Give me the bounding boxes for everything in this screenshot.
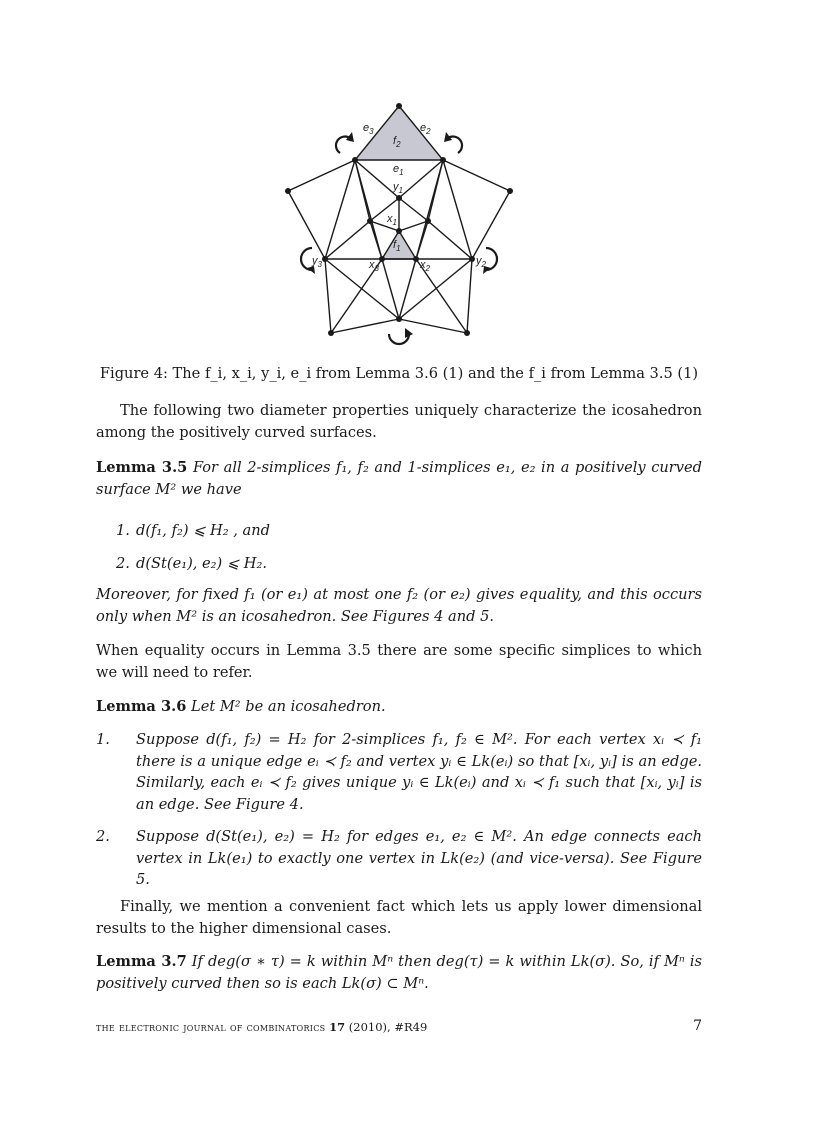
arrow-icon-left (301, 248, 312, 270)
footer-journal: the electronic journal of combinatorics (96, 1020, 326, 1034)
page-footer (96, 1020, 702, 1034)
lemma-3-7-heading: Lemma 3.7 (96, 953, 187, 970)
lemma-3-6 (96, 696, 702, 718)
lemma-3-6-item-2: 2. Suppose d(St(e₁), e₂) = H₂ for edges e₁, e₂ ∈ M². An edge connects each vertex in Lk(e₁) to exactly one vertex in Lk(e₂) (and vice-versa). See Figure 5. (96, 828, 702, 888)
paragraph-equality: When equality occurs in Lemma 3.5 there are some specific simplices to which we will need to refer. (96, 642, 702, 681)
lemma-3-6-heading: Lemma 3.6 (96, 698, 187, 715)
footer-volume: 17 (329, 1020, 346, 1034)
lemma-3-7-statement: If deg(σ ∗ τ) = k within Mⁿ then deg(τ) = k within Lk(σ). So, if Mⁿ is positively curved then so is each Lk(σ) ⊂ Mⁿ. (96, 953, 703, 992)
figure-icosahedron (280, 98, 520, 354)
lemma-3-5-heading: Lemma 3.5 (96, 459, 188, 476)
label-e2: $e_2$ (420, 122, 431, 136)
label-y2: $y_2$ (476, 255, 486, 269)
label-f1: $f_1$ (393, 239, 401, 253)
lemma-3-5 (96, 457, 702, 500)
label-e1: $e_1$ (393, 163, 404, 177)
lemma-3-5-item-1: 1. d(f₁, f₂) ⩽ H₂ , and (116, 522, 270, 539)
page-number: 7 (693, 1018, 702, 1034)
label-y1: $y_1$ (393, 181, 403, 195)
label-x2: $x_2$ (420, 259, 430, 273)
label-x3: $x_3$ (369, 259, 379, 273)
lemma-3-7 (96, 951, 702, 994)
lemma-3-5-moreover: Moreover, for fixed f₁ (or e₁) at most one f₂ (or e₂) gives equality, and this occurs only when M² is an icosahedron. See Figures 4 and 5. (96, 586, 702, 625)
lemma-3-5-statement: For all 2-simplices f₁, f₂ and 1-simplices e₁, e₂ in a positively curved surface M² we have (96, 459, 703, 498)
label-e3: $e_3$ (363, 122, 374, 136)
lemma-3-5-item-2: 2. d(St(e₁), e₂) ⩽ H₂. (116, 555, 267, 572)
lemma-3-6-item-1: 1. Suppose d(f₁, f₂) = H₂ for 2-simplices f₁, f₂ ∈ M². For each vertex xᵢ ≺ f₁ there is a unique edge eᵢ ≺ f₂ and vertex yᵢ ∈ Lk(eᵢ) so that [xᵢ, yᵢ] is an edge. Similarly, each eᵢ ≺ f₂ gives unique yᵢ ∈ Lk(eᵢ) and xᵢ ≺ f₁ such that [xᵢ, yᵢ] is an edge. See Figure 4. (96, 731, 702, 813)
footer-issue: (2010), #R49 (348, 1020, 428, 1034)
label-x1: $x_1$ (387, 213, 397, 227)
lemma-3-6-statement: Let M² be an icosahedron. (191, 698, 386, 715)
arrow-icon-right (486, 248, 497, 270)
paragraph-intro: The following two diameter properties uniquely characterize the icosahedron among the positively curved surfaces. (96, 402, 702, 441)
label-f2: $f_2$ (393, 135, 401, 149)
figure-caption: Figure 4: The f_i, x_i, y_i, e_i from Lemma 3.6 (1) and the f_i from Lemma 3.5 (1) (99, 365, 699, 382)
label-y3: $y_3$ (312, 255, 322, 269)
paragraph-finally: Finally, we mention a convenient fact which lets us apply lower dimensional results to the higher dimensional cases. (96, 898, 702, 937)
